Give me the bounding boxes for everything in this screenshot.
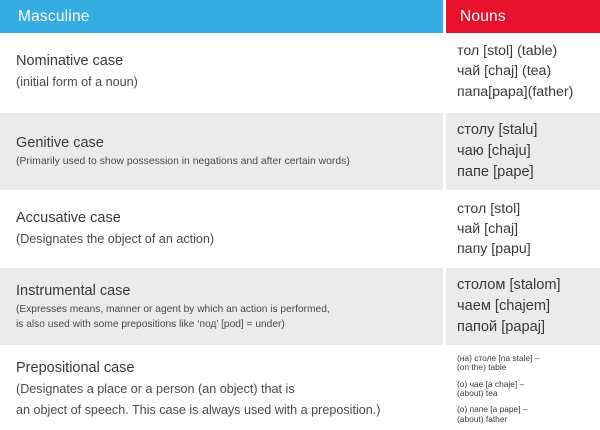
noun-cell-instrumental xyxy=(446,268,600,345)
noun-pair xyxy=(457,380,598,399)
header-cell-nouns xyxy=(446,0,600,33)
noun-line: стол [stol] xyxy=(457,200,521,217)
noun-line: чаю [chaju] xyxy=(457,143,531,160)
case-description-prepositional-line1: (Designates a place or a person (an object) that is xyxy=(16,382,295,397)
noun-pair-line1: (на) столе [na stale] – xyxy=(457,352,540,363)
noun-line: папа[papa](father) xyxy=(457,83,574,100)
noun-cell-genitive xyxy=(446,113,600,190)
case-cell-accusative xyxy=(0,193,443,265)
noun-pair xyxy=(457,354,598,373)
noun-pair-line2: (about) tea xyxy=(457,388,498,398)
noun-line: чай [chaj] xyxy=(457,220,519,237)
table-header-row xyxy=(0,0,600,33)
noun-line: папой [papaj] xyxy=(457,318,546,335)
noun-line: папу [papu] xyxy=(457,241,531,258)
noun-line: столом [stalom] xyxy=(457,277,561,294)
noun-line: чаем [chajem] xyxy=(457,298,551,315)
noun-cell-nominative xyxy=(446,33,600,110)
case-cell-nominative xyxy=(0,33,443,110)
case-title-prepositional: Prepositional case xyxy=(16,360,135,377)
case-title-instrumental: Instrumental case xyxy=(16,282,131,299)
noun-line: папе [pape] xyxy=(457,163,534,180)
header-cell-masculine xyxy=(0,0,443,33)
noun-pair-line2: (on the) table xyxy=(457,362,507,373)
header-label-nouns: Nouns xyxy=(460,7,506,25)
noun-line: столу [stalu] xyxy=(457,122,538,139)
noun-cell-prepositional xyxy=(446,348,600,430)
case-title-accusative: Accusative case xyxy=(16,210,121,227)
case-description-instrumental-line2: is also used with some prepositions like ‘под’ [pod] = under) xyxy=(16,319,285,330)
case-title-nominative: Nominative case xyxy=(16,52,124,69)
header-label-masculine: Masculine xyxy=(18,7,90,25)
noun-pair-line1: (о) папе [a pape] – xyxy=(457,404,528,415)
case-cell-instrumental xyxy=(0,268,443,345)
noun-line: чай [chaj] (tea) xyxy=(457,63,552,80)
case-title-genitive: Genitive case xyxy=(16,135,104,152)
case-description-prepositional-line2: an object of speech. This case is always used with a preposition.) xyxy=(16,402,381,417)
noun-cell-accusative xyxy=(446,193,600,265)
case-description-instrumental-line1: (Expresses means, manner or agent by which an action is performed, xyxy=(16,303,330,315)
case-description-accusative: (Designates the object of an action) xyxy=(16,232,215,247)
noun-pair-line1: (о) чае [a chaje] – xyxy=(457,378,525,389)
case-description-genitive: (Primarily used to show possession in negations and after certain words) xyxy=(16,156,350,168)
noun-line: тол [stol] (table) xyxy=(457,43,558,60)
case-cell-prepositional xyxy=(0,348,443,430)
case-description-nominative: (initial form of a noun) xyxy=(16,74,138,89)
noun-pair xyxy=(457,405,598,424)
case-cell-genitive xyxy=(0,113,443,190)
noun-pair-line2: (about) father xyxy=(457,413,508,424)
